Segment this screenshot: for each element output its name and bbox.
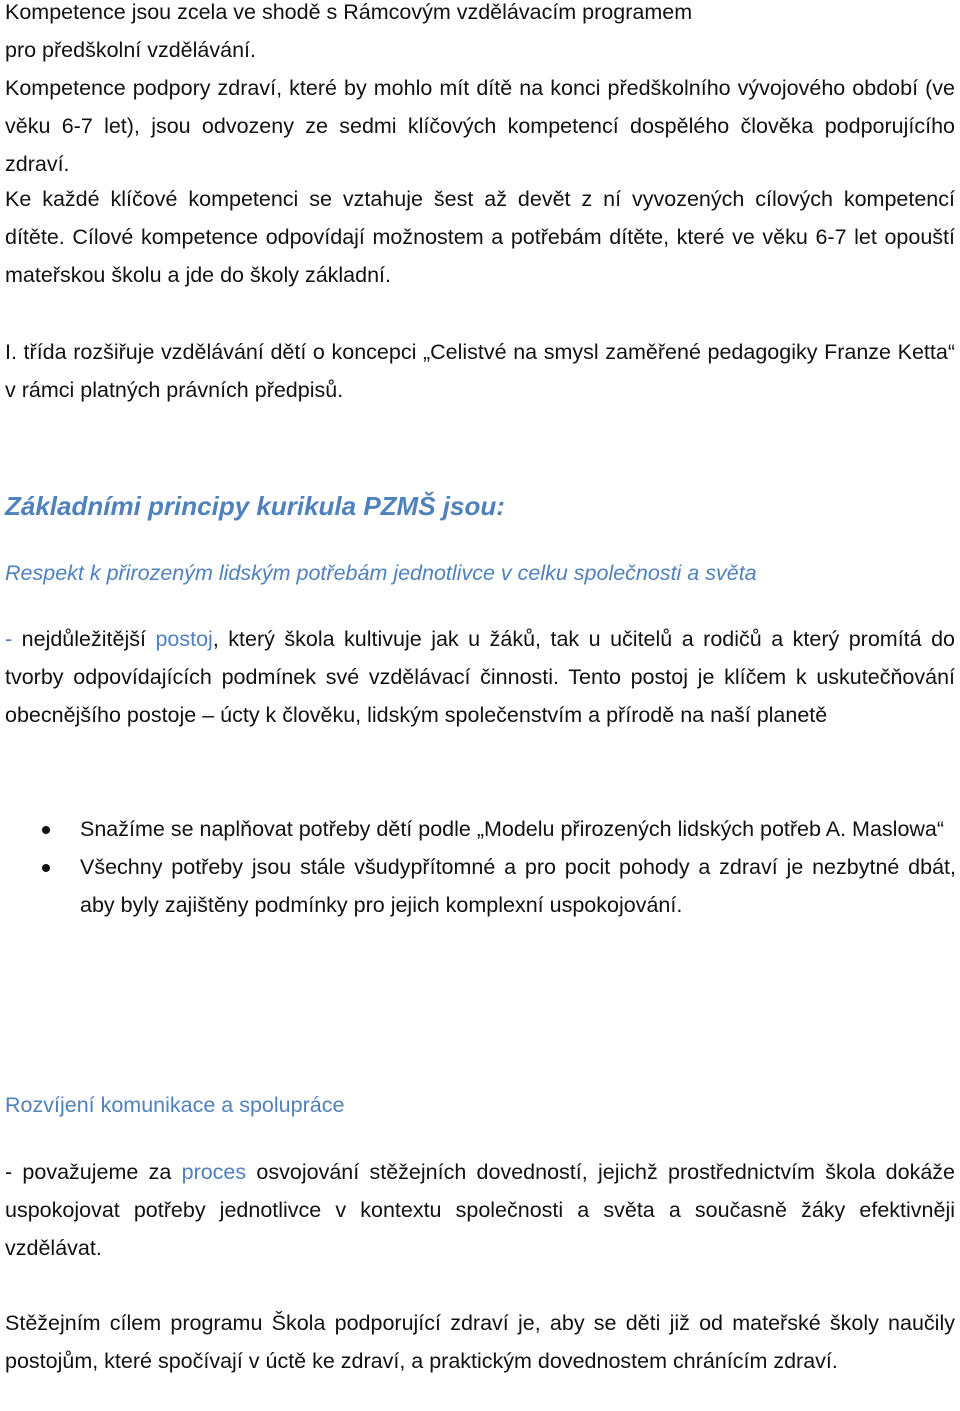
bullet-text: Snažíme se naplňovat potřeby dětí podle „Modelu přirozených lidských potřeb A. Maslowa“ (80, 817, 945, 841)
list-item (0, 810, 956, 848)
respect-dash: - (5, 627, 13, 651)
bullet-text: Všechny potřeby jsou stále všudypřítomné a pro pocit pohody a zdraví je nezbytné dbát, aby byly zajištěny podmínky pro jejich komplexní uspokojování. (80, 855, 956, 917)
respect-subheading: Respekt k přirozeným lidským potřebám jednotlivce v celku společnosti a světa (5, 561, 757, 585)
bullet-icon (42, 826, 50, 834)
intro-paragraph-3: I. třída rozšiřuje vzdělávání dětí o koncepci „Celistvé na smysl zaměřené pedagogiky Franze Ketta“ v rámci platných právních předpisů. (5, 340, 955, 402)
goal-paragraph: Stěžejním cílem programu Škola podporující zdraví je, aby se děti již od mateřské školy naučily postojům, které spočívají v úctě ke zdraví, a praktickým dovednostem chránícím zdraví. (5, 1311, 955, 1373)
respect-text-a: nejdůležitější (12, 627, 156, 651)
communication-paragraph (5, 1153, 955, 1267)
respect-text-b: , který škola kultivuje jak u žáků, tak u učitelů a rodičů a který promítá do tvorby odpovídajících podmínek své vzdělávací činnosti. Tento postoj je klíčem k uskutečňování obecnějšího postoje – úcty k člověku, lidským společenstvím a přírodě na naší planetě (5, 627, 956, 727)
communication-text-a: - považujeme za (5, 1160, 182, 1184)
principles-heading: Základními principy kurikula PZMŠ jsou: (5, 491, 505, 521)
communication-text-b: osvojování stěžejních dovedností, jejichž prostřednictvím škola dokáže uspokojovat potřeby jednotlivce v kontextu společnosti a světa a současně žáky efektivněji vzdělávat. (5, 1160, 956, 1260)
intro-line-1: Kompetence jsou zcela ve shodě s Rámcovým vzdělávacím programem (5, 0, 693, 24)
intro-paragraph-1 (5, 0, 955, 183)
intro-paragraph-2: Ke každé klíčové kompetenci se vztahuje šest až devět z ní vyvozených cílových kompetencí dítěte. Cílové kompetence odpovídají možnostem a potřebám dítěte, které ve věku 6-7 let opouští mateřskou školu a jde do školy základní. (5, 187, 955, 287)
bullet-icon (42, 864, 50, 872)
intro-competences-text: Kompetence podpory zdraví, které by mohlo mít dítě na konci předškolního vývojového období (ve věku 6-7 let), jsou odvozeny ze sedmi klíčových kompetencí dospělého člověka podporujícího zdraví. (5, 76, 955, 176)
respect-highlight-postoj: postoj (155, 627, 213, 651)
list-item (0, 848, 956, 924)
respect-paragraph (5, 620, 955, 734)
needs-bullet-list (0, 810, 956, 924)
communication-highlight-proces: proces (181, 1160, 247, 1184)
intro-line-2: pro předškolní vzdělávání. (5, 38, 256, 62)
communication-subheading: Rozvíjení komunikace a spolupráce (5, 1093, 345, 1117)
